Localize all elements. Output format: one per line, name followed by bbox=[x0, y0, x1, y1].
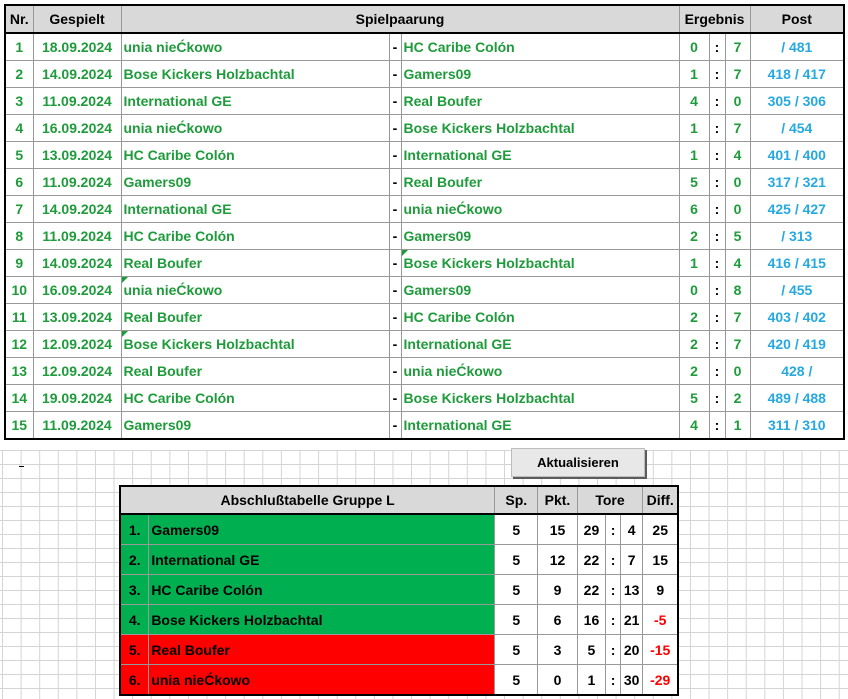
match-nr: 5 bbox=[5, 142, 33, 169]
standing-team: International GE bbox=[149, 545, 495, 575]
match-date: 11.09.2024 bbox=[33, 88, 121, 115]
table-row bbox=[5, 115, 844, 142]
standing-goal-diff: 9 bbox=[643, 575, 678, 605]
home-team: unia nieĆkowo bbox=[121, 33, 389, 61]
home-goals: 2 bbox=[679, 223, 709, 250]
home-goals: 2 bbox=[679, 331, 709, 358]
standing-goal-diff: 25 bbox=[643, 514, 678, 545]
home-team: Bose Kickers Holzbachtal bbox=[121, 61, 389, 88]
home-goals: 4 bbox=[679, 412, 709, 440]
table-row bbox=[5, 250, 844, 277]
home-team: unia nieĆkowo bbox=[121, 115, 389, 142]
home-goals: 1 bbox=[679, 250, 709, 277]
header-tore: Tore bbox=[577, 486, 643, 514]
home-goals: 4 bbox=[679, 88, 709, 115]
home-goals: 2 bbox=[679, 358, 709, 385]
match-nr: 13 bbox=[5, 358, 33, 385]
standing-team: Real Boufer bbox=[149, 635, 495, 665]
match-nr: 3 bbox=[5, 88, 33, 115]
pairing-separator: - bbox=[389, 385, 401, 412]
match-nr: 1 bbox=[5, 33, 33, 61]
standings-row bbox=[120, 665, 678, 696]
away-goals: 4 bbox=[725, 142, 750, 169]
match-date: 13.09.2024 bbox=[33, 304, 121, 331]
result-separator: : bbox=[709, 88, 725, 115]
match-date: 19.09.2024 bbox=[33, 385, 121, 412]
home-team: International GE bbox=[121, 196, 389, 223]
post-ids: 305 / 306 bbox=[750, 88, 844, 115]
match-nr: 6 bbox=[5, 169, 33, 196]
pairing-separator: - bbox=[389, 250, 401, 277]
away-team: HC Caribe Colón bbox=[401, 33, 679, 61]
home-team: Real Boufer bbox=[121, 304, 389, 331]
match-date: 14.09.2024 bbox=[33, 61, 121, 88]
home-goals: 2 bbox=[679, 304, 709, 331]
home-team: unia nieĆkowo bbox=[121, 277, 389, 304]
match-nr: 2 bbox=[5, 61, 33, 88]
post-ids: / 481 bbox=[750, 33, 844, 61]
standing-team: HC Caribe Colón bbox=[149, 575, 495, 605]
standing-goals-for: 5 bbox=[577, 635, 606, 665]
header-date: Gespielt bbox=[33, 5, 121, 33]
pairing-separator: - bbox=[389, 304, 401, 331]
away-goals: 2 bbox=[725, 385, 750, 412]
standing-played: 5 bbox=[495, 635, 538, 665]
away-goals: 0 bbox=[725, 196, 750, 223]
standing-points: 6 bbox=[538, 605, 577, 635]
standing-goals-against: 21 bbox=[620, 605, 643, 635]
table-row bbox=[5, 223, 844, 250]
header-diff: Diff. bbox=[643, 486, 678, 514]
post-ids: 401 / 400 bbox=[750, 142, 844, 169]
header-result: Ergebnis bbox=[679, 5, 750, 33]
result-separator: : bbox=[709, 385, 725, 412]
match-nr: 9 bbox=[5, 250, 33, 277]
standing-goal-diff: -29 bbox=[643, 665, 678, 696]
away-goals: 0 bbox=[725, 358, 750, 385]
result-separator: : bbox=[709, 250, 725, 277]
match-nr: 8 bbox=[5, 223, 33, 250]
standing-points: 9 bbox=[538, 575, 577, 605]
away-goals: 1 bbox=[725, 412, 750, 440]
goals-separator: : bbox=[606, 575, 620, 605]
away-team: Bose Kickers Holzbachtal bbox=[401, 250, 679, 277]
home-goals: 5 bbox=[679, 385, 709, 412]
pairing-separator: - bbox=[389, 142, 401, 169]
match-nr: 4 bbox=[5, 115, 33, 142]
standing-goals-against: 13 bbox=[620, 575, 643, 605]
standing-goal-diff: -5 bbox=[643, 605, 678, 635]
post-ids: 416 / 415 bbox=[750, 250, 844, 277]
post-ids: 418 / 417 bbox=[750, 61, 844, 88]
home-team: Gamers09 bbox=[121, 169, 389, 196]
standing-rank: 5. bbox=[120, 635, 149, 665]
match-date: 16.09.2024 bbox=[33, 277, 121, 304]
away-team: Real Boufer bbox=[401, 169, 679, 196]
table-row bbox=[5, 88, 844, 115]
result-separator: : bbox=[709, 196, 725, 223]
away-team: International GE bbox=[401, 142, 679, 169]
table-row bbox=[5, 277, 844, 304]
home-goals: 5 bbox=[679, 169, 709, 196]
pairing-separator: - bbox=[389, 169, 401, 196]
result-separator: : bbox=[709, 412, 725, 440]
match-nr: 11 bbox=[5, 304, 33, 331]
pairing-separator: - bbox=[389, 88, 401, 115]
table-row bbox=[5, 196, 844, 223]
standing-goals-for: 29 bbox=[577, 514, 606, 545]
post-ids: 428 / bbox=[750, 358, 844, 385]
update-button[interactable]: Aktualisieren bbox=[511, 448, 645, 477]
header-sp: Sp. bbox=[495, 486, 538, 514]
result-separator: : bbox=[709, 304, 725, 331]
home-team: Real Boufer bbox=[121, 250, 389, 277]
match-date: 11.09.2024 bbox=[33, 223, 121, 250]
pairing-separator: - bbox=[389, 33, 401, 61]
standing-goals-against: 7 bbox=[620, 545, 643, 575]
away-team: unia nieĆkowo bbox=[401, 358, 679, 385]
table-row bbox=[5, 33, 844, 61]
table-row bbox=[5, 304, 844, 331]
home-team: HC Caribe Colón bbox=[121, 142, 389, 169]
standing-team: Bose Kickers Holzbachtal bbox=[149, 605, 495, 635]
away-goals: 7 bbox=[725, 304, 750, 331]
standing-played: 5 bbox=[495, 545, 538, 575]
pairing-separator: - bbox=[389, 358, 401, 385]
home-goals: 0 bbox=[679, 33, 709, 61]
away-team: Real Boufer bbox=[401, 88, 679, 115]
match-date: 12.09.2024 bbox=[33, 331, 121, 358]
match-nr: 10 bbox=[5, 277, 33, 304]
standing-goals-for: 16 bbox=[577, 605, 606, 635]
pairing-separator: - bbox=[389, 223, 401, 250]
table-row bbox=[5, 358, 844, 385]
home-team: HC Caribe Colón bbox=[121, 385, 389, 412]
away-goals: 0 bbox=[725, 88, 750, 115]
standing-goals-against: 4 bbox=[620, 514, 643, 545]
standing-played: 5 bbox=[495, 605, 538, 635]
standing-goals-for: 22 bbox=[577, 575, 606, 605]
standing-team: unia nieĆkowo bbox=[149, 665, 495, 696]
post-ids: 311 / 310 bbox=[750, 412, 844, 440]
away-goals: 4 bbox=[725, 250, 750, 277]
away-team: Gamers09 bbox=[401, 277, 679, 304]
post-ids: / 454 bbox=[750, 115, 844, 142]
result-separator: : bbox=[709, 33, 725, 61]
standing-goals-against: 30 bbox=[620, 665, 643, 696]
match-nr: 12 bbox=[5, 331, 33, 358]
goals-separator: : bbox=[606, 665, 620, 696]
goals-separator: : bbox=[606, 545, 620, 575]
result-separator: : bbox=[709, 358, 725, 385]
standing-points: 12 bbox=[538, 545, 577, 575]
away-goals: 7 bbox=[725, 115, 750, 142]
match-date: 14.09.2024 bbox=[33, 250, 121, 277]
away-team: Gamers09 bbox=[401, 61, 679, 88]
away-team: HC Caribe Colón bbox=[401, 304, 679, 331]
table-row bbox=[5, 331, 844, 358]
standing-rank: 2. bbox=[120, 545, 149, 575]
post-ids: 420 / 419 bbox=[750, 331, 844, 358]
match-date: 14.09.2024 bbox=[33, 196, 121, 223]
goals-separator: : bbox=[606, 605, 620, 635]
away-team: unia nieĆkowo bbox=[401, 196, 679, 223]
home-team: Bose Kickers Holzbachtal bbox=[121, 331, 389, 358]
result-separator: : bbox=[709, 331, 725, 358]
standing-points: 15 bbox=[538, 514, 577, 545]
result-separator: : bbox=[709, 169, 725, 196]
pairing-separator: - bbox=[389, 277, 401, 304]
result-separator: : bbox=[709, 115, 725, 142]
standing-goal-diff: 15 bbox=[643, 545, 678, 575]
standing-points: 0 bbox=[538, 665, 577, 696]
standing-played: 5 bbox=[495, 514, 538, 545]
standing-goals-against: 20 bbox=[620, 635, 643, 665]
standing-rank: 6. bbox=[120, 665, 149, 696]
header-post: Post bbox=[750, 5, 844, 33]
header-pkt: Pkt. bbox=[538, 486, 577, 514]
pairing-separator: - bbox=[389, 331, 401, 358]
match-date: 13.09.2024 bbox=[33, 142, 121, 169]
result-separator: : bbox=[709, 142, 725, 169]
match-date: 11.09.2024 bbox=[33, 412, 121, 440]
result-separator: : bbox=[709, 61, 725, 88]
post-ids: / 455 bbox=[750, 277, 844, 304]
home-goals: 6 bbox=[679, 196, 709, 223]
table-row bbox=[5, 412, 844, 440]
match-nr: 15 bbox=[5, 412, 33, 440]
away-goals: 5 bbox=[725, 223, 750, 250]
match-date: 18.09.2024 bbox=[33, 33, 121, 61]
table-row bbox=[5, 61, 844, 88]
result-separator: : bbox=[709, 223, 725, 250]
header-nr: Nr. bbox=[5, 5, 33, 33]
away-team: Bose Kickers Holzbachtal bbox=[401, 115, 679, 142]
standings-header bbox=[120, 486, 678, 514]
match-date: 16.09.2024 bbox=[33, 115, 121, 142]
standing-team: Gamers09 bbox=[149, 514, 495, 545]
standings-table bbox=[119, 485, 679, 696]
cell-marker bbox=[19, 466, 24, 467]
pairing-separator: - bbox=[389, 115, 401, 142]
pairing-separator: - bbox=[389, 412, 401, 440]
away-team: Gamers09 bbox=[401, 223, 679, 250]
pairing-separator: - bbox=[389, 61, 401, 88]
standing-played: 5 bbox=[495, 575, 538, 605]
home-team: Gamers09 bbox=[121, 412, 389, 440]
away-goals: 0 bbox=[725, 169, 750, 196]
home-goals: 1 bbox=[679, 115, 709, 142]
standings-title: Abschlußtabelle Gruppe L bbox=[120, 486, 495, 514]
standing-goal-diff: -15 bbox=[643, 635, 678, 665]
match-date: 12.09.2024 bbox=[33, 358, 121, 385]
post-ids: 317 / 321 bbox=[750, 169, 844, 196]
home-goals: 1 bbox=[679, 142, 709, 169]
standing-goals-for: 1 bbox=[577, 665, 606, 696]
post-ids: 403 / 402 bbox=[750, 304, 844, 331]
standing-goals-for: 22 bbox=[577, 545, 606, 575]
home-goals: 0 bbox=[679, 277, 709, 304]
away-goals: 8 bbox=[725, 277, 750, 304]
standing-rank: 1. bbox=[120, 514, 149, 545]
post-ids: / 313 bbox=[750, 223, 844, 250]
home-goals: 1 bbox=[679, 61, 709, 88]
goals-separator: : bbox=[606, 514, 620, 545]
standing-rank: 4. bbox=[120, 605, 149, 635]
goals-separator: : bbox=[606, 635, 620, 665]
away-goals: 7 bbox=[725, 331, 750, 358]
away-team: International GE bbox=[401, 331, 679, 358]
table-row bbox=[5, 385, 844, 412]
match-schedule-table bbox=[4, 4, 845, 440]
standings-row bbox=[120, 545, 678, 575]
match-nr: 7 bbox=[5, 196, 33, 223]
standing-points: 3 bbox=[538, 635, 577, 665]
standing-rank: 3. bbox=[120, 575, 149, 605]
home-team: International GE bbox=[121, 88, 389, 115]
away-team: Bose Kickers Holzbachtal bbox=[401, 385, 679, 412]
standings-row bbox=[120, 605, 678, 635]
post-ids: 425 / 427 bbox=[750, 196, 844, 223]
home-team: Real Boufer bbox=[121, 358, 389, 385]
pairing-separator: - bbox=[389, 196, 401, 223]
standings-row bbox=[120, 514, 678, 545]
match-date: 11.09.2024 bbox=[33, 169, 121, 196]
standings-row bbox=[120, 635, 678, 665]
match-table-header bbox=[5, 5, 844, 33]
match-nr: 14 bbox=[5, 385, 33, 412]
home-team: HC Caribe Colón bbox=[121, 223, 389, 250]
away-goals: 7 bbox=[725, 33, 750, 61]
standing-played: 5 bbox=[495, 665, 538, 696]
standings-row bbox=[120, 575, 678, 605]
table-row bbox=[5, 142, 844, 169]
result-separator: : bbox=[709, 277, 725, 304]
away-goals: 7 bbox=[725, 61, 750, 88]
post-ids: 489 / 488 bbox=[750, 385, 844, 412]
table-row bbox=[5, 169, 844, 196]
header-pairing: Spielpaarung bbox=[121, 5, 679, 33]
away-team: International GE bbox=[401, 412, 679, 440]
